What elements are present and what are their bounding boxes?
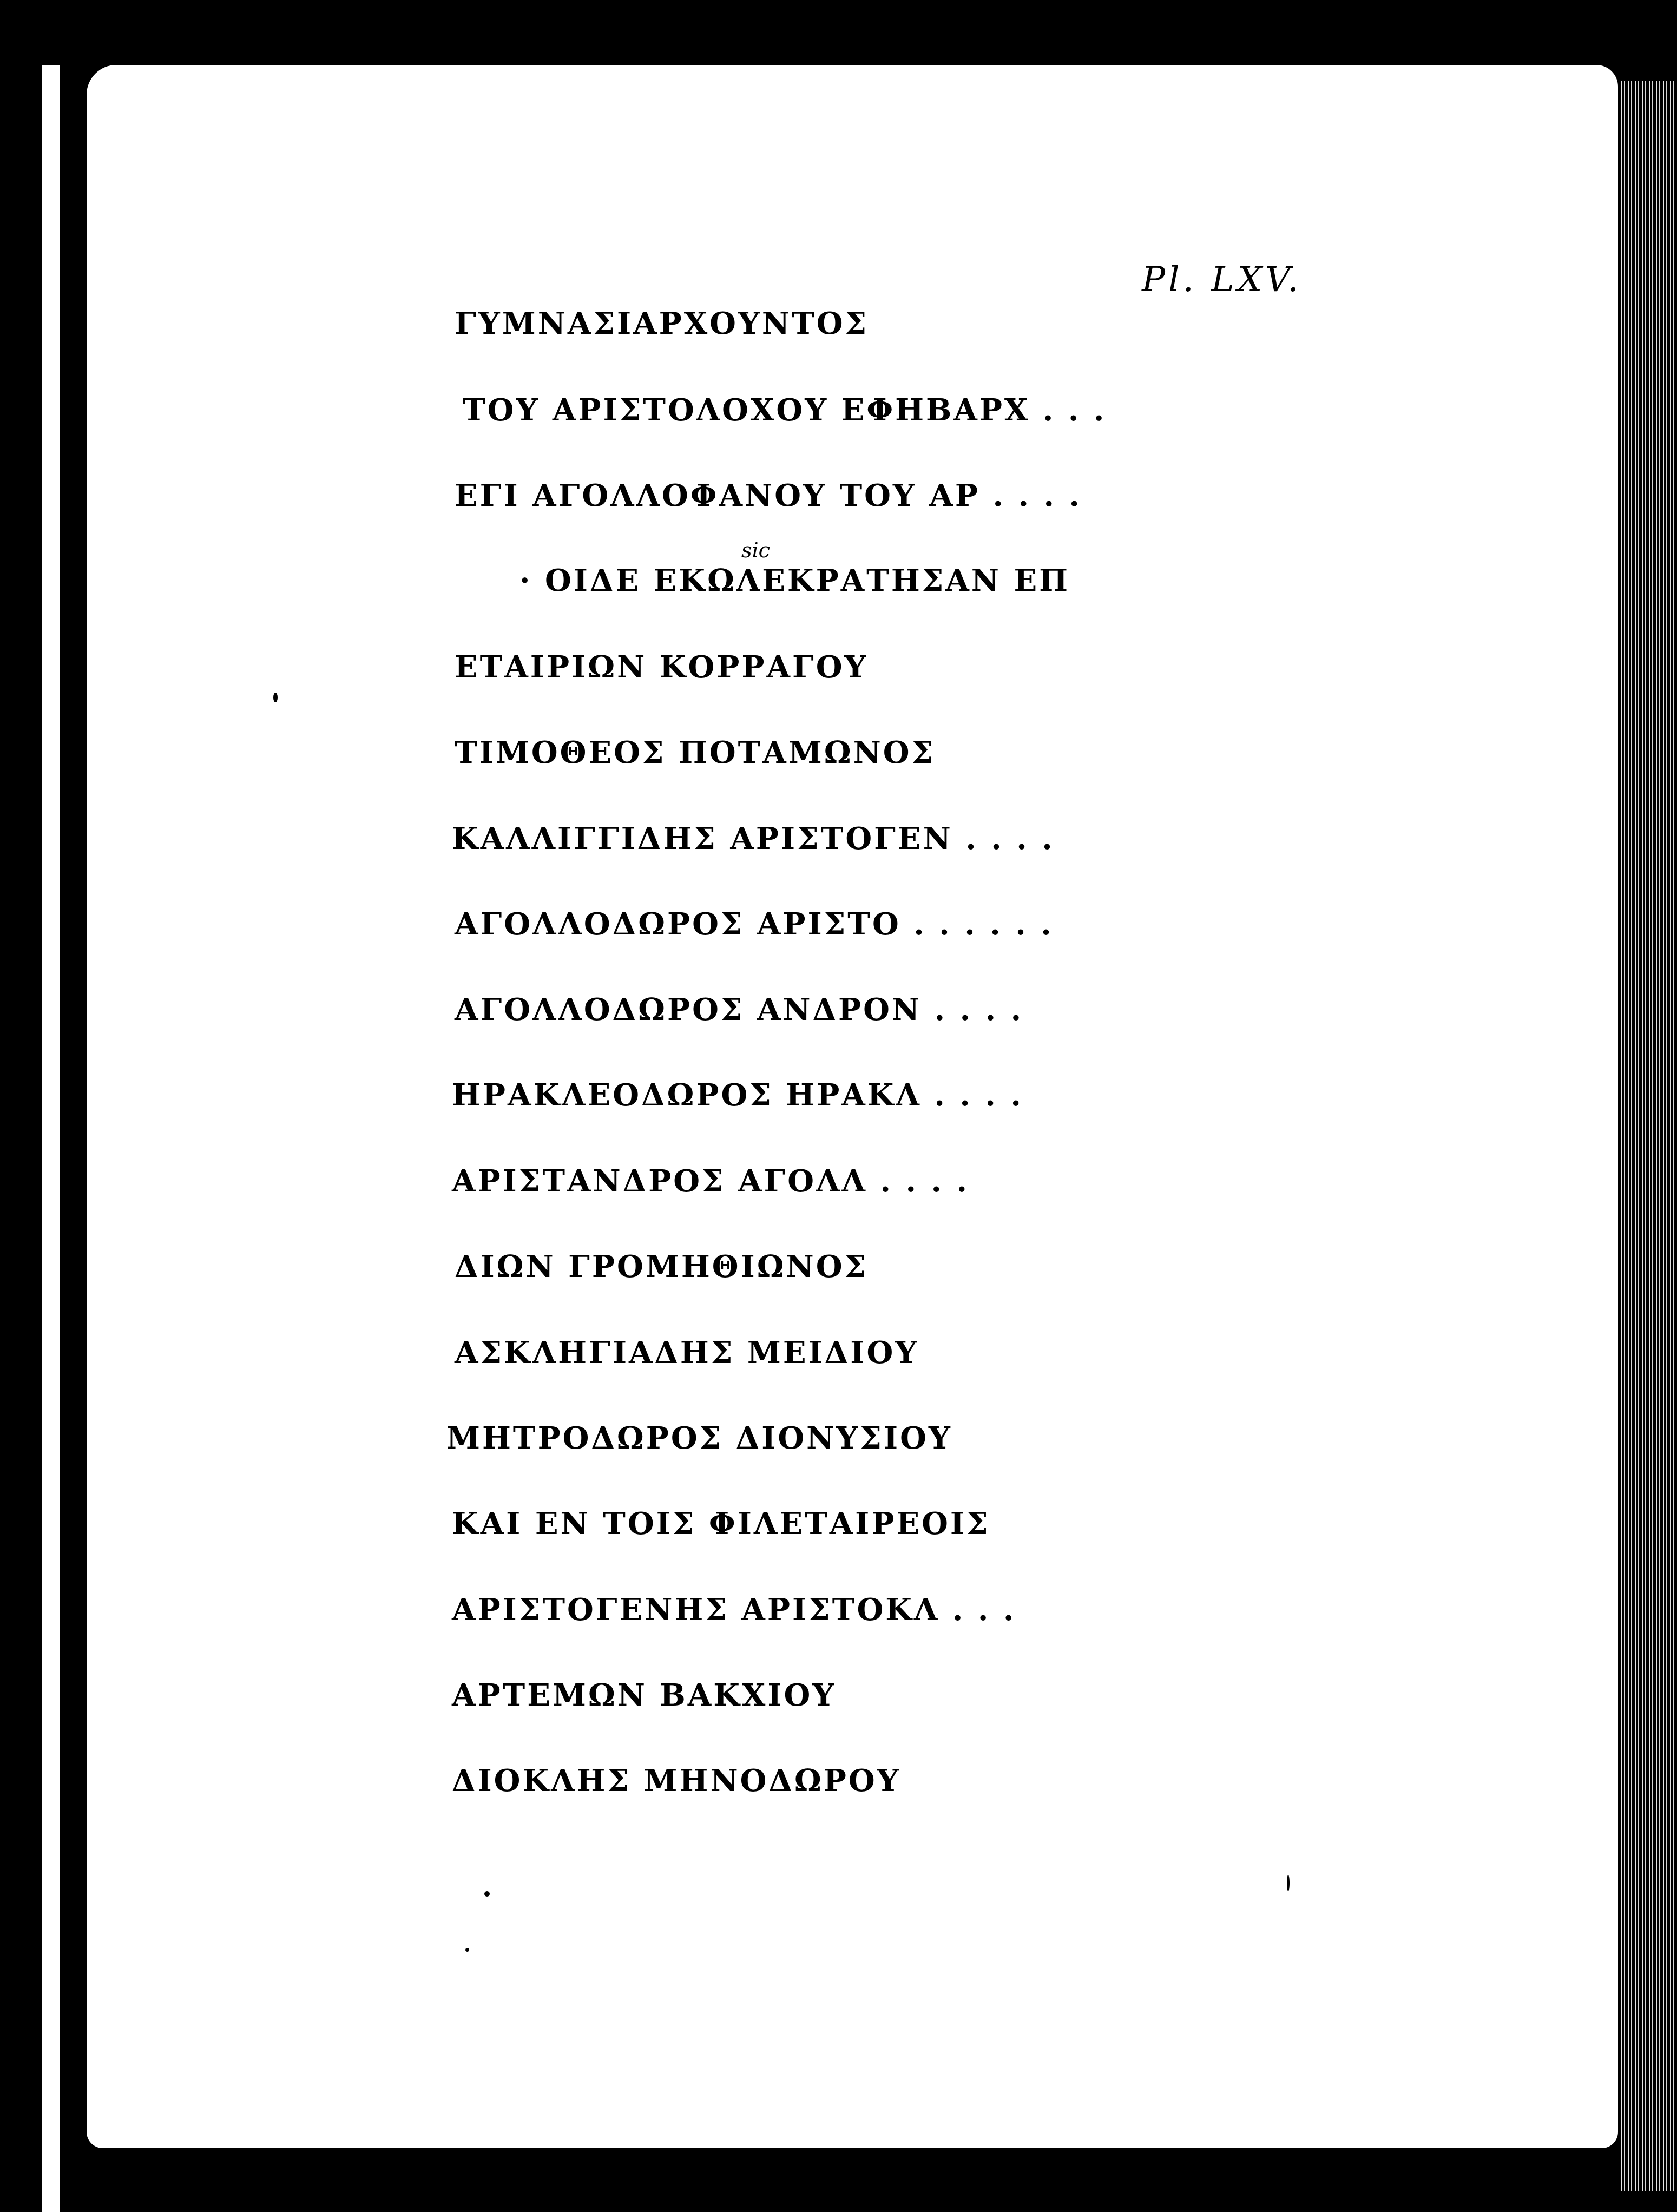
inscription-line: ΜΗΤΡΟΔΩΡΟΣ ΔΙΟΝΥΣΙΟΥ [446,1420,952,1456]
inscription-line: ΑΣΚΛΗΓΙΑΔΗΣ ΜΕΙΔΙΟΥ [455,1335,919,1371]
inscription-line: ΕΓΙ ΑΓΟΛΛΟΦΑΝΟΥ ΤΟΥ ΑΡ . . . . [455,478,1082,514]
inscription-line: ΗΡΑΚΛΕΟΔΩΡΟΣ ΗΡΑΚΛ . . . . [452,1077,1023,1113]
inscription-line: ΔΙΟΚΛΗΣ ΜΗΝΟΔΩΡΟΥ [452,1763,901,1799]
left-margin-strip [42,65,60,2212]
ink-speck [1287,1875,1290,1891]
inscription-line: ΑΡΙΣΤΑΝΔΡΟΣ ΑΓΟΛΛ . . . . [452,1163,969,1199]
inscription-line: ΓΥΜΝΑΣΙΑΡΧΟΥΝΤΟΣ [455,306,869,341]
inscription-line: ΤΙΜΟΘΕΟΣ ΠΟΤΑΜΩΝΟΣ [455,735,936,771]
inscription-line: ΑΓΟΛΛΟΔΩΡΟΣ ΑΝΔΡΟΝ . . . . [455,992,1024,1028]
ink-speck [484,1891,490,1897]
inscription-line: ΚΑΙ ΕΝ ΤΟΙΣ ΦΙΛΕΤΑΙΡΕΟΙΣ [452,1506,990,1542]
inscription-line: ΔΙΩΝ ΓΡΟΜΗΘΙΩΝΟΣ [455,1249,869,1285]
inscription-line: ΤΟΥ ΑΡΙΣΤΟΛΟΧΟΥ ΕΦΗΒΑΡΧ . . . [463,392,1107,428]
ink-speck [273,693,278,702]
inscription-line: ΑΓΟΛΛΟΔΩΡΟΣ ΑΡΙΣΤΟ . . . . . . [455,906,1054,942]
inscription-line: · ΟΙΔΕ ΕΚΩΛΕΚΡΑΤΗΣΑΝ ΕΠ [519,563,1070,598]
inscription [446,306,1158,1821]
page-edge-texture [1621,81,1677,2191]
plate-label: Pl. LXV. [1142,260,1302,300]
inscription-line: ΚΑΛΛΙΓΓΙΔΗΣ ΑΡΙΣΤΟΓΕΝ . . . . [452,821,1055,857]
ink-speck [465,1948,469,1952]
inscription-line: ΑΡΙΣΤΟΓΕΝΗΣ ΑΡΙΣΤΟΚΛ . . . [452,1592,1016,1628]
inscription-line: ΕΤΑΙΡΙΩΝ ΚΟΡΡΑΓΟΥ [455,649,869,685]
inscription-line: ΑΡΤΕΜΩΝ ΒΑΚΧΙΟΥ [452,1677,837,1713]
sic-annotation: sic [741,538,770,562]
